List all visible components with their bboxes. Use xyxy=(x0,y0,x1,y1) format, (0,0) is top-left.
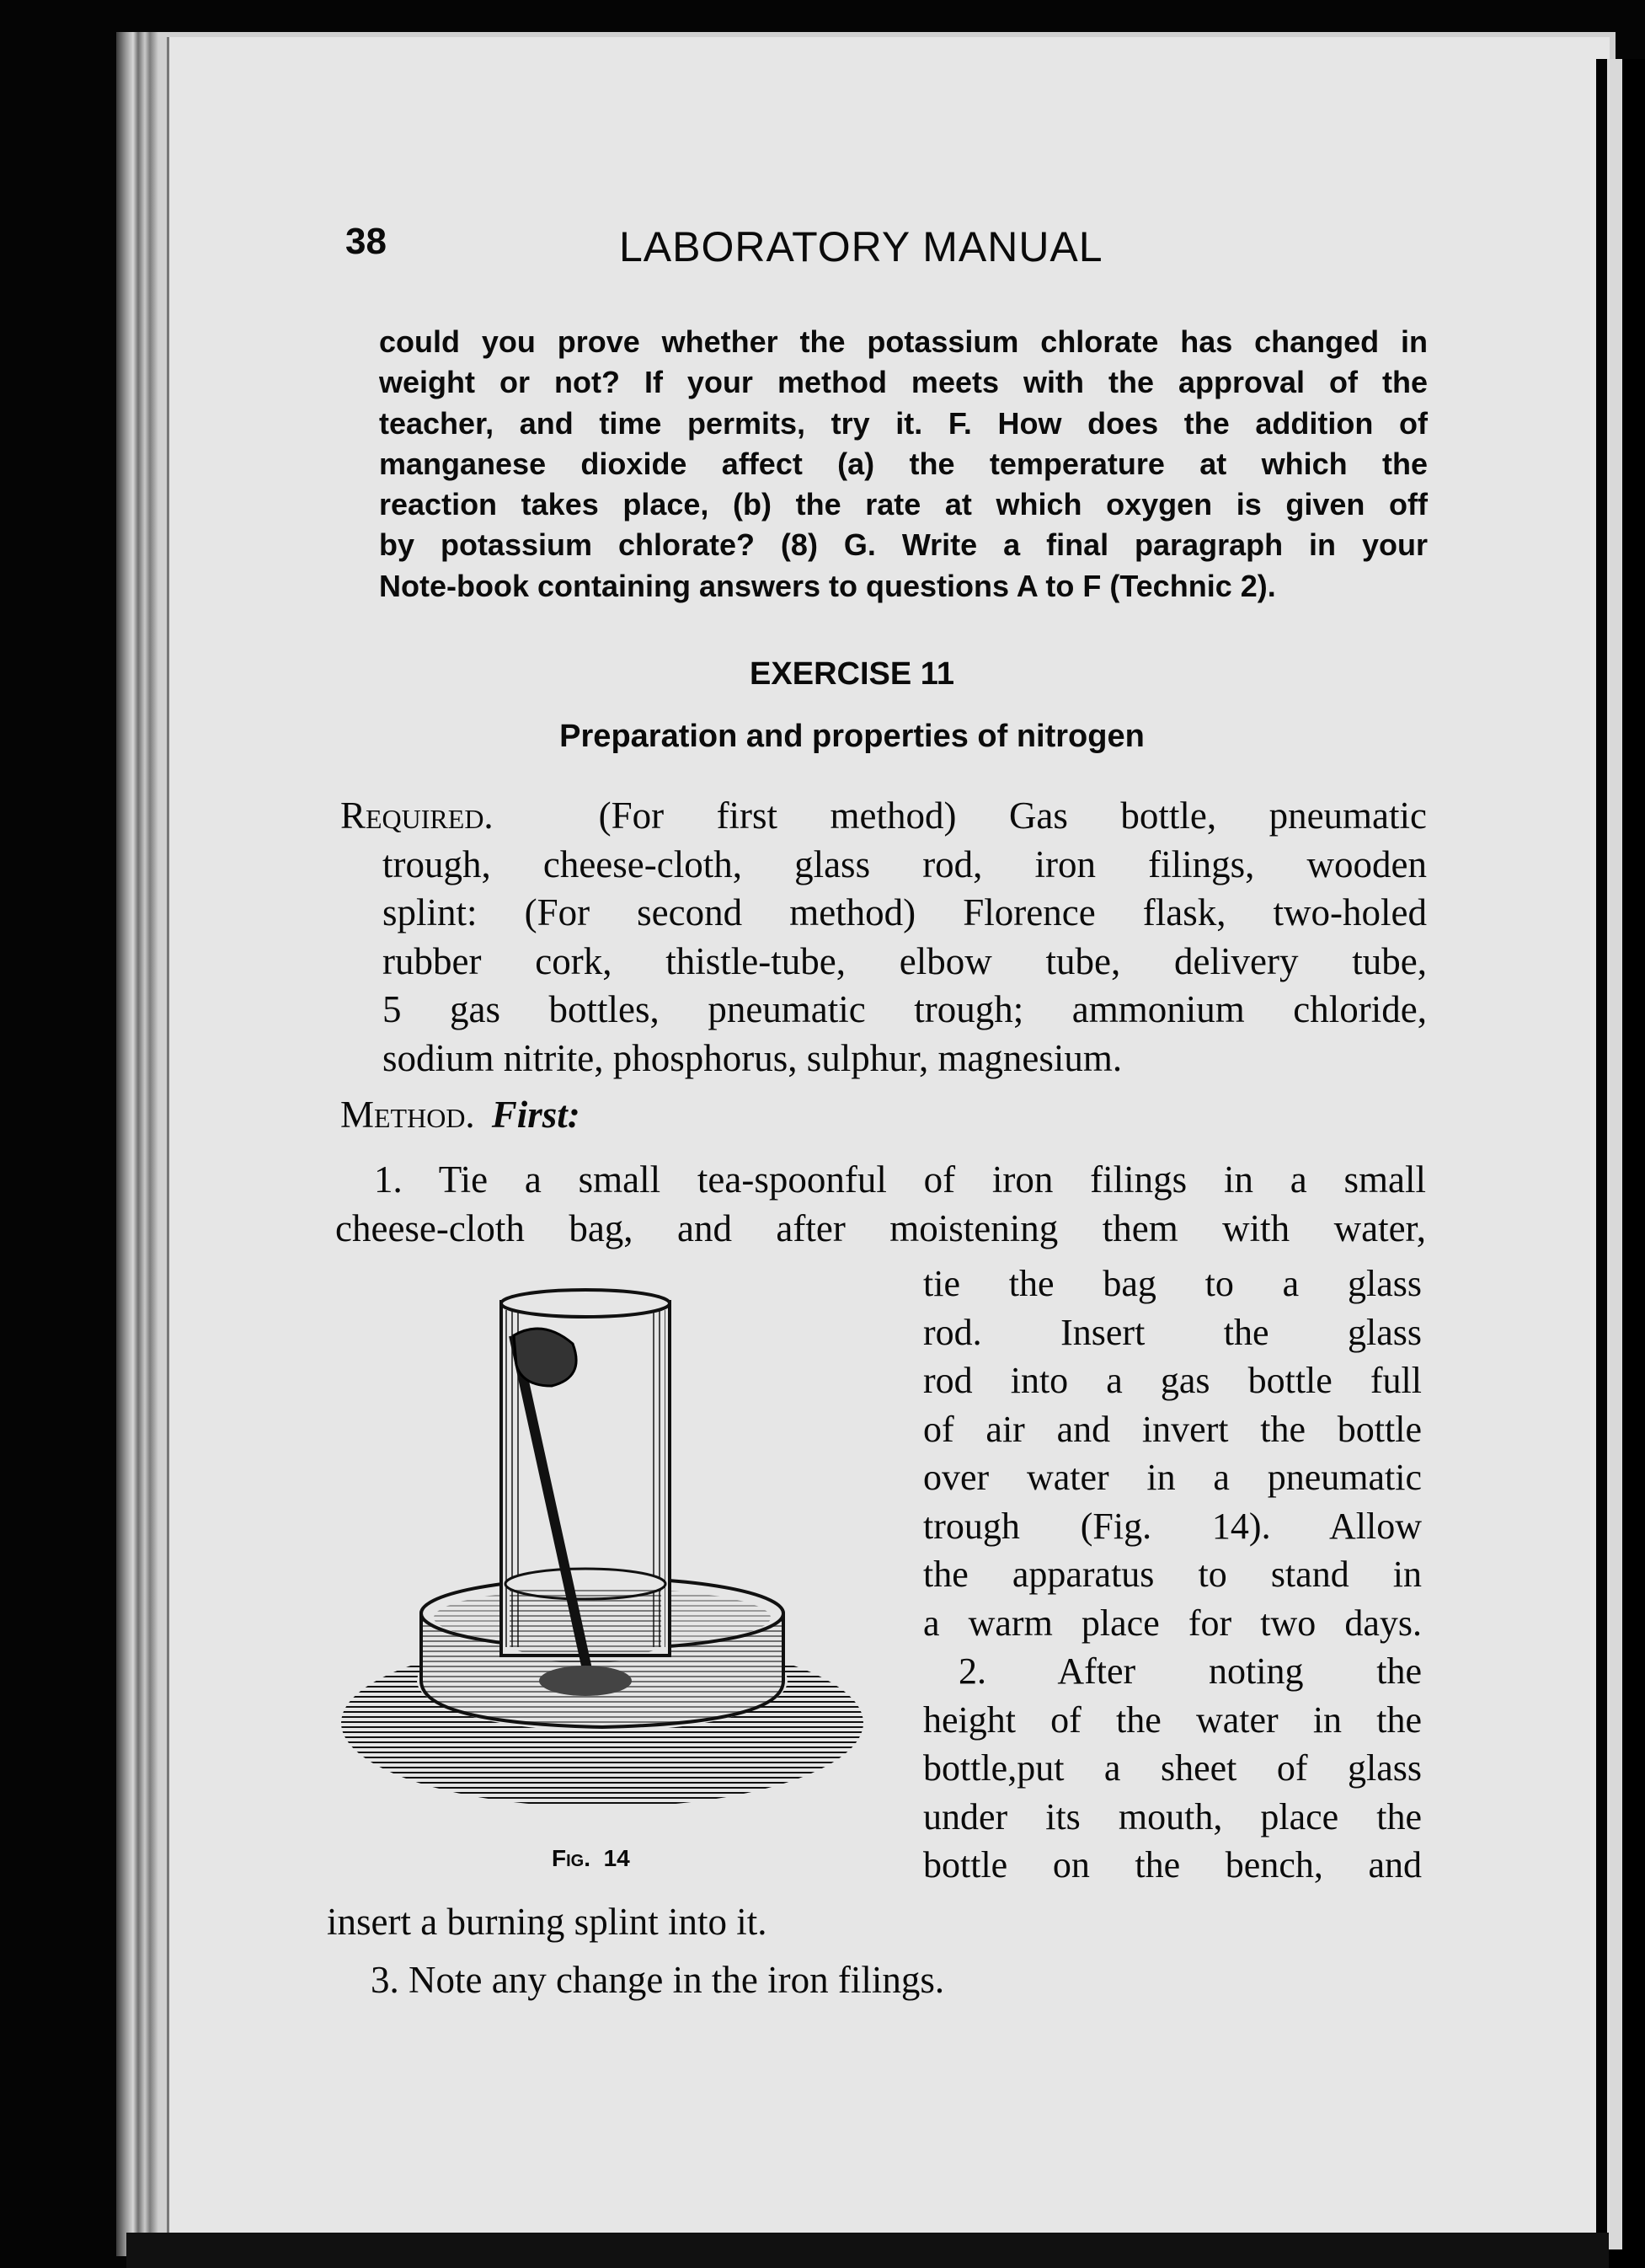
paragraph-line: Note-book containing answers to questions A to F (Technic 2). xyxy=(379,568,1276,603)
step-3-line: 3. Note any change in the iron filings. xyxy=(371,1959,945,2001)
exercise-title: EXERCISE 11 xyxy=(750,656,954,692)
required-line: trough, cheese-cloth, glass rod, iron filings, wooden xyxy=(382,842,1427,885)
column-line: of air and invert the bottle xyxy=(923,1408,1422,1450)
method-heading xyxy=(340,1093,580,1137)
figure-14-apparatus-illustration xyxy=(333,1285,872,1832)
column-line: rod. Insert the glass xyxy=(923,1311,1422,1353)
column-line: tie the bag to a glass xyxy=(923,1263,1422,1304)
figure-label: Fig. xyxy=(552,1845,590,1871)
required-line: splint: (For second method) Florence flask, two-holed xyxy=(382,891,1427,933)
page-number: 38 xyxy=(345,221,387,262)
paragraph-line: reaction takes place, (b) the rate at which oxygen is given off xyxy=(379,487,1428,522)
exercise-subtitle: Preparation and properties of nitrogen xyxy=(559,719,1145,754)
text-column-beside-figure xyxy=(923,1260,1422,1890)
required-first-line xyxy=(340,792,1427,841)
method-label: Method. xyxy=(340,1094,475,1136)
required-label: Required. xyxy=(340,794,494,837)
step-line: 1. Tie a small tea-spoonful of iron filings in a small xyxy=(374,1158,1426,1201)
method-first: First: xyxy=(491,1094,580,1136)
required-line: sodium nitrite, phosphorus, sulphur, magnesium. xyxy=(382,1036,1123,1079)
column-line: over water in a pneumatic xyxy=(923,1457,1422,1498)
paragraph-line: teacher, and time permits, try it. F. How does the addition of xyxy=(379,405,1428,441)
required-line: rubber cork, thistle-tube, elbow tube, delivery tube, xyxy=(382,939,1427,982)
column-line: bottle on the bench, and xyxy=(923,1844,1422,1886)
after-figure-line: insert a burning splint into it. xyxy=(327,1901,767,1943)
running-head: LABORATORY MANUAL xyxy=(619,223,1103,270)
bottom-shadow xyxy=(126,2233,1609,2268)
column-line: under its mouth, place the xyxy=(923,1795,1422,1837)
paragraph-line: could you prove whether the potassium chlorate has changed in xyxy=(379,324,1428,359)
facing-page-strip xyxy=(1607,59,1622,2249)
paragraph-line: manganese dioxide affect (a) the temperature at which the xyxy=(379,446,1428,481)
column-line: a warm place for two days. xyxy=(923,1602,1422,1644)
required-paragraph xyxy=(340,792,1427,1083)
step-1-paragraph xyxy=(335,1156,1426,1253)
figure-caption xyxy=(552,1845,630,1872)
paragraph-line: weight or not? If your method meets with the approval of the xyxy=(379,365,1428,400)
column-line: rod into a gas bottle full xyxy=(923,1360,1422,1401)
column-line: trough (Fig. 14). Allow xyxy=(923,1505,1422,1547)
required-line: (For first method) Gas bottle, pneumatic xyxy=(598,794,1427,837)
column-line: 2. After noting the xyxy=(959,1650,1422,1692)
required-line: 5 gas bottles, pneumatic trough; ammonium chloride, xyxy=(382,988,1427,1030)
column-line: height of the water in the xyxy=(923,1698,1422,1741)
figure-number: 14 xyxy=(603,1845,630,1871)
column-line: bottle,put a sheet of glass xyxy=(923,1747,1422,1789)
step-line: cheese-cloth bag, and after moistening them with water, xyxy=(335,1206,1426,1249)
continued-paragraph xyxy=(379,322,1428,607)
paragraph-line: by potassium chlorate? (8) G. Write a final paragraph in your xyxy=(379,527,1428,563)
column-line: the apparatus to stand in xyxy=(923,1554,1422,1595)
